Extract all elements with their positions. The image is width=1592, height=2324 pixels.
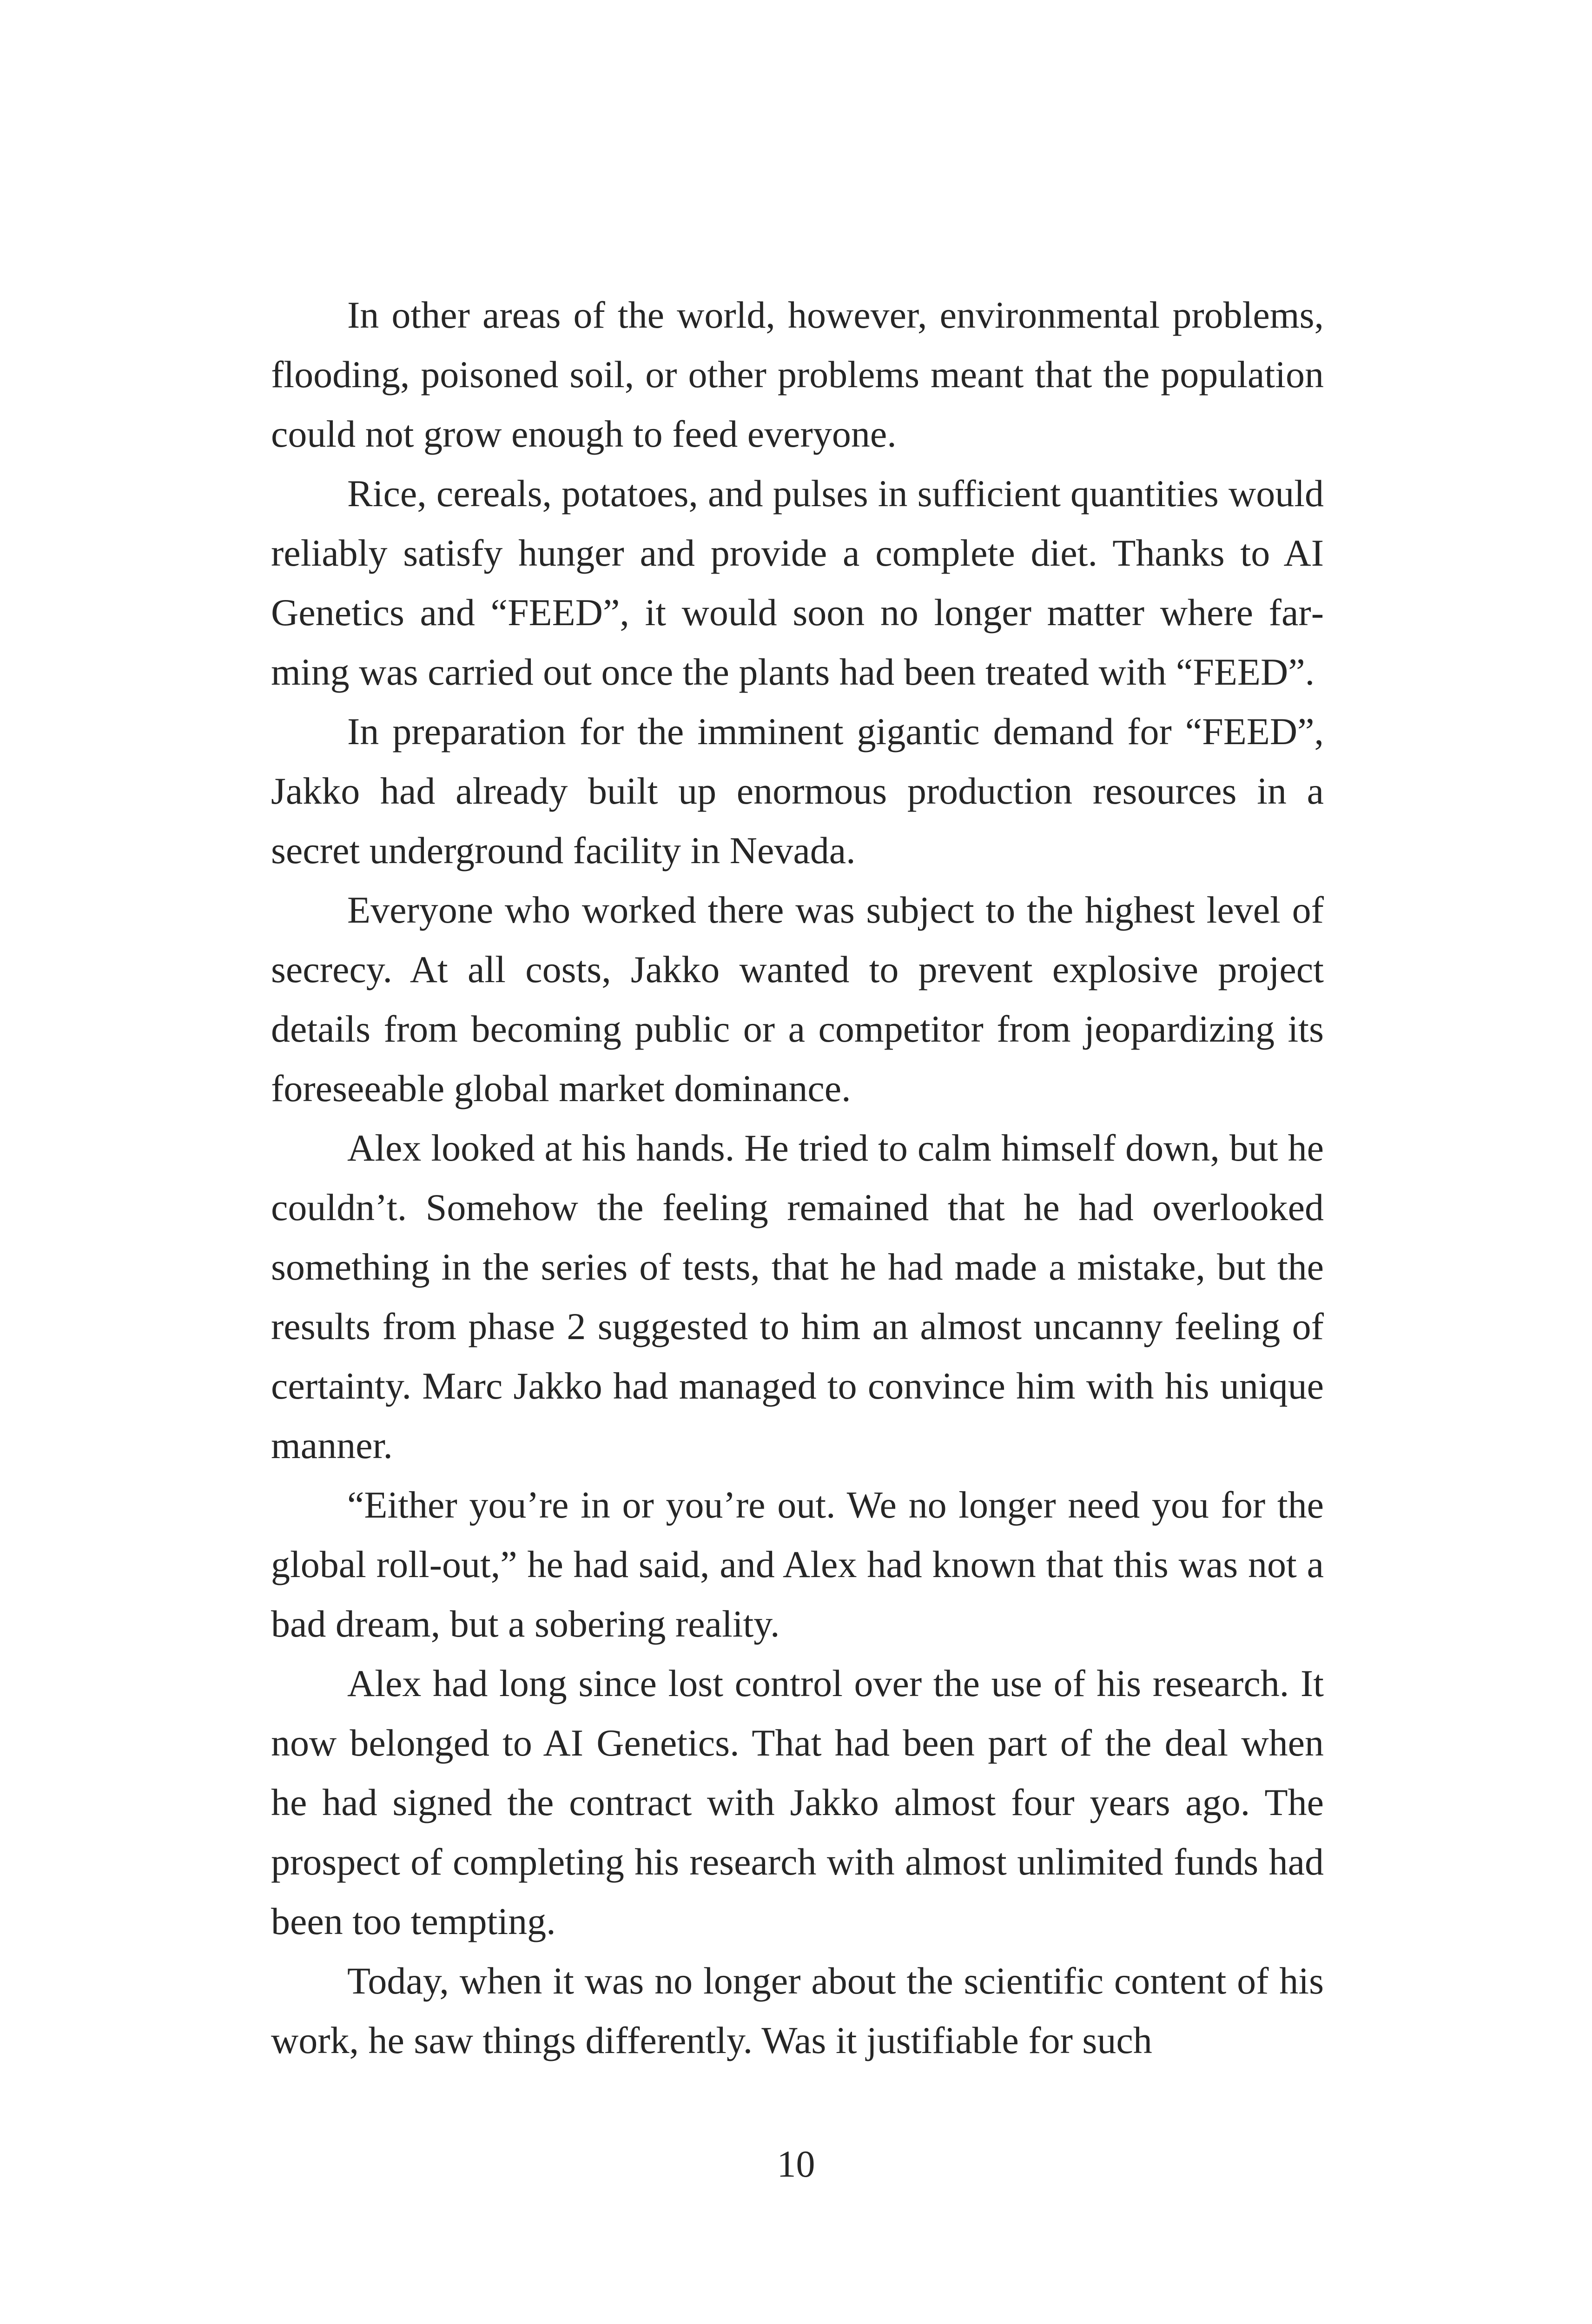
body-text [271,285,1324,2070]
paragraph-6: “Either you’re in or you’re out. We no longer need you for the global roll-out,” he had said, and Alex had known that this was not a bad dream, but a sobering reality. [271,1484,1324,1645]
page-number: 10 [777,2143,815,2185]
paragraph-8: Today, when it was no longer about the scientific content of his work, he saw things differently. Was it justifiable for such [271,1960,1324,2061]
paragraph-5: Alex looked at his hands. He tried to calm himself down, but he couldn’t. Somehow the feeling remained that he had overlooked something in the series of tests, that he had made a mistake, but the results from phase 2 suggested to him an almost uncanny feeling of certainty. Marc Jakko had managed to convince him with his unique manner. [271,1127,1324,1466]
paragraph-2: Rice, cereals, potatoes, and pulses in sufficient quantities would reliably satisfy hunger and provide a complete diet. Thanks to AI Genetics and “FEED”, it would soon no longer matter where farming was carried out once the plants had been treated with “FEED”. [271,472,1324,693]
paragraph-7: Alex had long since lost control over the use of his research. It now belonged to AI Genetics. That had been part of the deal when he had signed the contract with Jakko almost four years ago. The prospect of completing his research with almost unlimited funds had been too tempting. [271,1662,1324,1942]
paragraph-4: Everyone who worked there was subject to the highest level of secrecy. At all costs, Jakko wanted to prevent explosive project details from becoming public or a competitor from jeopardizing its foreseeable global market dominance. [271,889,1324,1109]
paragraph-3: In preparation for the imminent gigantic demand for “FEED”, Jakko had already built up enormous production resources in a secret underground facility in Nevada. [271,710,1324,872]
paragraph-1: In other areas of the world, however, environmental problems, flooding, poisoned soil, or other problems meant that the population could not grow enough to feed everyone. [271,294,1324,455]
